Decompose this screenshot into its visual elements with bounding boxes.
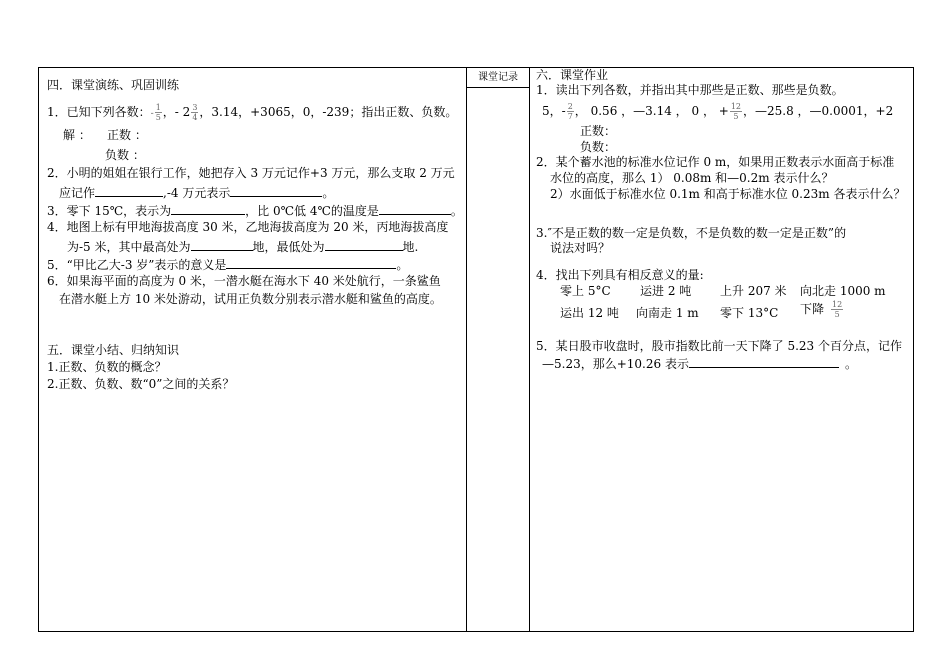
h1-text-a: 5，-: [542, 104, 566, 118]
question-4-line-2: [67, 238, 418, 255]
q2-text-b: ,-4 万元表示: [163, 186, 231, 200]
h5-text-b: 。: [844, 357, 857, 371]
q4-blank-1[interactable]: [191, 238, 253, 251]
homework-positive-label: 正数：: [580, 124, 617, 138]
q1-mixed-whole: - 2: [174, 105, 191, 119]
q5-blank[interactable]: [226, 256, 396, 269]
q1-rest: ，3.14，+3065，0，-239；指出正数、负数。: [199, 105, 458, 119]
opposite-quantity: 零上 5°C: [560, 284, 611, 298]
question-2-line-1: 2．小明的姐姐在银行工作，她把存入 3 万元记作+3 万元，那么支取 2 万元: [47, 166, 455, 180]
section-5-title: 五．课堂小结、归纳知识: [47, 343, 180, 357]
q3-text-a: 3．零下 15℃，表示为: [47, 204, 172, 218]
homework-3-line-1: 3.″不是正数的数一定是负数，不是负数的数一定是正数”的: [536, 226, 847, 240]
exercise-column: [39, 68, 467, 631]
q2-blank-2[interactable]: [230, 184, 322, 197]
opposite-quantity-with-fraction: [800, 300, 844, 319]
question-6-line-1: 6．如果海平面的高度为 0 米，一潜水艇在海水下 40 米处航行，一条鲨鱼: [47, 274, 441, 288]
section-6-title: 六．课堂作业: [536, 68, 609, 82]
q1-frac1-sign: -: [150, 109, 154, 119]
homework-column: [530, 68, 913, 631]
negative-label: 负数 ：: [105, 148, 145, 162]
summary-item-1: 1.正数、负数的概念？: [47, 360, 167, 374]
h4-descend-label: 下降: [800, 302, 825, 316]
section-4-title: 四．课堂演练、巩固训练: [47, 78, 180, 92]
opposite-quantity: 向北走 1000 m: [800, 284, 886, 298]
q3-text-b: ，比 0℃低 4℃的温度是: [245, 204, 379, 218]
homework-3-line-2: 说法对吗？: [550, 241, 611, 255]
h1-fraction-2: $\frac{12}{5}$: [730, 102, 741, 121]
worksheet-table: [38, 67, 914, 632]
q1-fraction-1: $\frac{1}{5}$: [155, 103, 161, 122]
q3-blank-2[interactable]: [379, 202, 451, 215]
h1-text-c: ，—25.8 ，—0.0001，+2: [743, 104, 894, 118]
homework-2-line-2: 水位的高度，那么 1） 0.08m 和—0.2m 表示什么？: [550, 171, 834, 185]
opposite-quantity: 向南走 1 m: [636, 306, 699, 320]
q4-text-a: 为-5 米，其中最高处为: [67, 240, 191, 254]
q4-text-b: 地，最低处为: [252, 240, 325, 254]
q3-blank-1[interactable]: [171, 202, 245, 215]
opposite-quantity: 零下 13°C: [720, 306, 779, 320]
h1-fraction-1: $\frac{2}{7}$: [567, 102, 573, 121]
homework-2-line-1: 2．某个蓄水池的标准水位记作 0 m，如果用正数表示水面高于标准: [536, 155, 895, 169]
homework-5-line-2: [542, 355, 857, 372]
q1-prefix: 1．已知下列各数：: [47, 105, 151, 119]
homework-negative-label: 负数：: [580, 140, 617, 154]
h5-text-a: —5.23，那么+10.26 表示: [542, 357, 689, 371]
question-5: [47, 256, 408, 273]
homework-1-numbers: [542, 102, 893, 121]
notes-header: 课堂记录: [467, 68, 529, 88]
notes-column: [467, 68, 530, 631]
homework-4: 4．找出下列具有相反意义的量:: [536, 268, 704, 282]
q5-text-a: 5．“甲比乙大-3 岁”表示的意义是: [47, 258, 227, 272]
q1-fraction-2: $\frac{3}{4}$: [192, 103, 198, 122]
q2-text-a: 应记作: [59, 186, 96, 200]
q1-sep: ，: [162, 105, 175, 119]
homework-2-line-3: 2）水面低于标准水位 0.1m 和高于标准水位 0.23m 各表示什么？: [550, 187, 906, 201]
positive-label: 正数 ：: [107, 128, 147, 142]
q5-text-b: 。: [396, 258, 409, 272]
q2-blank-1[interactable]: [95, 184, 163, 197]
q3-text-c: 。: [450, 204, 463, 218]
homework-5-line-1: 5．某日股市收盘时，股市指数比前一天下降了 5.23 个百分点，记作: [536, 339, 902, 353]
answer-label: 解 ：: [63, 128, 91, 142]
question-1: [47, 103, 457, 122]
opposite-quantity: 运进 2 吨: [640, 284, 692, 298]
q4-blank-2[interactable]: [325, 238, 403, 251]
opposite-quantity: 上升 207 米: [720, 284, 787, 298]
q2-text-c: 。: [322, 186, 335, 200]
homework-1: 1．读出下列各数，并指出其中那些是正数、那些是负数。: [536, 83, 844, 97]
q4-text-c: 地.: [402, 240, 419, 254]
h4-fraction: $\frac{12}{5}$: [832, 300, 843, 319]
summary-item-2: 2.正数、负数、数“0”之间的关系？: [47, 377, 235, 391]
h5-blank[interactable]: [689, 355, 839, 368]
question-3: [47, 202, 463, 219]
question-2-line-2: [59, 184, 334, 201]
h1-text-b: ， 0.56 ，—3.14 ， 0 ， +: [574, 104, 729, 118]
opposite-quantity: 运出 12 吨: [560, 306, 619, 320]
question-6-line-2: 在潜水艇上方 10 米处游动，试用正负数分别表示潜水艇和鲨鱼的高度。: [59, 292, 442, 306]
question-4-line-1: 4．地图上标有甲地海拔高度 30 米，乙地海拔高度为 20 米，丙地海拔高度: [47, 220, 449, 234]
